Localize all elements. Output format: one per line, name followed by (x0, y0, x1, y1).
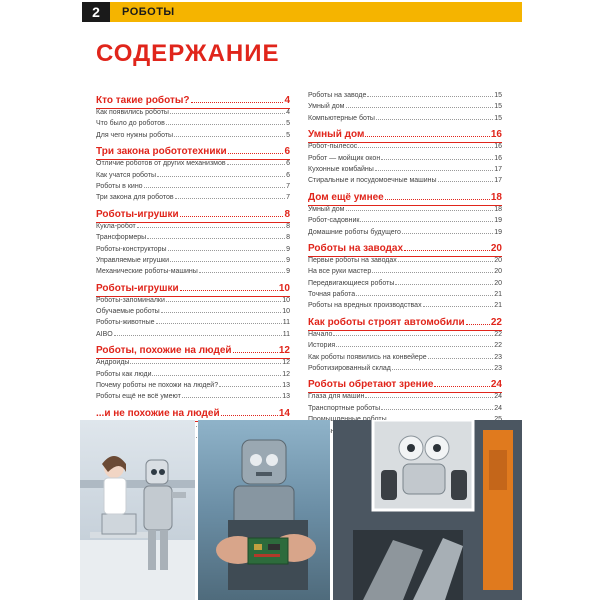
toc-leader-dots (398, 261, 493, 262)
toc-leader-dots (156, 323, 282, 324)
toc-page-number: 8 (286, 234, 290, 242)
toc-page-number: 16 (494, 143, 502, 151)
toc-leader-dots (438, 181, 494, 182)
toc-leader-dots (180, 216, 284, 217)
toc-entry-title: Почему роботы не похожи на людей? (96, 382, 219, 390)
toc-entry-title: Дом ещё умнее (308, 191, 384, 203)
toc-entry (308, 217, 502, 228)
toc-page-number: 14 (278, 407, 290, 419)
toc-leader-dots (381, 409, 493, 410)
toc-page-number: 4 (284, 95, 290, 106)
toc-section-entry (308, 243, 502, 257)
toc-page-number: 12 (282, 359, 290, 367)
toc-leader-dots (365, 397, 493, 398)
toc-page-number: 20 (494, 256, 502, 264)
toc-page-number: 21 (494, 302, 502, 310)
toc-section-entry (96, 95, 290, 109)
toc-page-number: 13 (282, 393, 290, 401)
toc-leader-dots (152, 375, 281, 376)
toc-page-number: 15 (494, 114, 502, 122)
toc-entry-title: Роботы-конструкторы (96, 245, 167, 253)
page-header (82, 2, 522, 22)
toc-page-number: 18 (490, 191, 502, 203)
toc-page-number: 9 (286, 245, 290, 253)
toc-entry (96, 371, 290, 382)
toc-page-number: 17 (494, 177, 502, 185)
toc-leader-dots (365, 136, 490, 137)
toc-entry (308, 115, 502, 126)
toc-page-number: 24 (494, 404, 502, 412)
toc-entry-title: Стиральные и посудомоечные машины (308, 177, 437, 185)
toc-entry-title: Роботы на заводах (308, 242, 404, 254)
toc-entry (96, 257, 290, 268)
toc-leader-dots (434, 386, 489, 387)
toc-entry (308, 342, 502, 353)
toc-leader-dots (180, 290, 278, 291)
toc-entry-title: Кто такие роботы? (96, 95, 190, 106)
toc-page-number: 8 (284, 208, 290, 220)
toc-entry-title: Роботы как люди (96, 370, 152, 378)
toc-entry-title: Умный дом (308, 129, 365, 141)
toc-page-number: 18 (494, 205, 502, 213)
toc-leader-dots (137, 227, 285, 228)
toc-entry-title: Компьютерные боты (308, 114, 375, 122)
toc-leader-dots (466, 324, 490, 325)
toc-page-number: 24 (494, 393, 502, 401)
toc-entry (96, 331, 290, 342)
toc-entry-title: Роботы, похожие на людей (96, 345, 232, 357)
toc-entry-title: Умный дом (308, 103, 345, 111)
toc-entry-title: Андроиды (96, 359, 130, 367)
toc-entry-title: Трансформеры (96, 234, 147, 242)
toc-leader-dots (144, 187, 286, 188)
toc-entry-title: Точная работа (308, 291, 356, 299)
toc-entry-title: Домашние роботы будущего (308, 228, 401, 236)
toc-entry (96, 223, 290, 234)
android-office-illustration (80, 420, 195, 600)
page-number: 2 (82, 2, 110, 22)
toc-leader-dots (376, 119, 493, 120)
toc-entry-title: Роботы-игрушки (96, 208, 179, 220)
toc-entry (96, 308, 290, 319)
toc-entry-title: Робот-пылесос (308, 143, 358, 151)
toc-entry (308, 92, 502, 103)
toc-entry-title: Роботы в кино (96, 182, 143, 190)
toc-entry-title: Обучаемые роботы (96, 308, 160, 316)
toc-leader-dots (219, 386, 281, 387)
toc-leader-dots (372, 272, 493, 273)
toc-entry-title: Как появились роботы (96, 109, 169, 116)
toc-leader-dots (161, 312, 282, 313)
toc-section-entry (308, 192, 502, 206)
toc-leader-dots (175, 198, 285, 199)
toc-page-number: 17 (494, 165, 502, 173)
toc-section-entry (308, 317, 502, 331)
toc-entry-title: Роботы на вредных производствах (308, 302, 422, 310)
toc-page-number: 22 (494, 330, 502, 338)
toc-leader-dots (168, 250, 286, 251)
toc-page-number: 15 (494, 92, 502, 99)
toc-leader-dots (360, 221, 493, 222)
toc-entry-title: Как роботы появились на конвейере (308, 353, 427, 361)
toc-entry-title: История (308, 342, 336, 350)
toc-page-number: 16 (494, 154, 502, 162)
toc-page-number: 7 (286, 194, 290, 202)
toc-entry-title: Глаза для машин (308, 393, 365, 401)
photo-android-office (80, 420, 195, 600)
toc-leader-dots (170, 113, 285, 114)
toc-entry (308, 257, 502, 268)
toc-page-number: 8 (286, 222, 290, 230)
toc-leader-dots (170, 261, 285, 262)
toc-leader-dots (356, 295, 493, 296)
toc-section-entry (96, 146, 290, 160)
toc-entry (96, 194, 290, 205)
toc-page-number: 20 (490, 242, 502, 254)
toc-entry-title: Начало (308, 330, 333, 338)
toc-entry-title: Транспортные роботы (308, 404, 381, 412)
toc-page-number: 4 (286, 109, 290, 116)
toc-page-number: 10 (282, 296, 290, 304)
toc-entry-title: Как роботы строят автомобили (308, 316, 465, 328)
toc-section-entry (96, 209, 290, 223)
toy-robot-circuit-illustration (198, 420, 330, 600)
toc-leader-dots (428, 358, 494, 359)
toc-entry-title: На все руки мастер (308, 268, 372, 276)
toc-page-number: 13 (282, 382, 290, 390)
toc-column-left (96, 92, 290, 445)
toc-entry (96, 319, 290, 330)
toc-entry-title: Три закона робототехники (96, 146, 227, 158)
toc-section-entry (308, 379, 502, 393)
toc-entry-title: Умный дом (308, 205, 345, 213)
toc-page-number: 23 (494, 353, 502, 361)
toc-entry (96, 297, 290, 308)
toc-entry (96, 109, 290, 120)
toc-entry (308, 177, 502, 188)
toc-entry (96, 120, 290, 131)
toc-entry-title: Для чего нужны роботы (96, 131, 174, 139)
toc-entry (308, 365, 502, 376)
toc-page-number: 11 (282, 319, 290, 327)
toc-entry-title: Роботы ещё не всё умеют (96, 393, 181, 401)
toc-entry (96, 234, 290, 245)
toc-entry (308, 393, 502, 404)
industrial-robots-illustration (333, 420, 522, 600)
toc-leader-dots (233, 352, 278, 353)
toc-entry (308, 268, 502, 279)
toc-entry-title: Роботы-животные (96, 319, 155, 327)
toc-page-number: 10 (282, 308, 290, 316)
toc-entry (96, 160, 290, 171)
toc-entry (308, 354, 502, 365)
toc-entry (96, 393, 290, 404)
photo-toy-robot-circuit (198, 420, 330, 600)
toc-entry (308, 331, 502, 342)
toc-page-number: 6 (286, 171, 290, 179)
section-title: РОБОТЫ (110, 2, 522, 22)
toc-section-entry (96, 283, 290, 297)
toc-entry-title: Механические роботы-машины (96, 268, 198, 276)
toc-section-entry (308, 129, 502, 143)
toc-leader-dots (367, 96, 493, 97)
toc-entry (308, 155, 502, 166)
toc-leader-dots (392, 369, 493, 370)
toc-entry (308, 229, 502, 240)
toc-entry-title: Роботы на заводе (308, 92, 367, 99)
toc-entry-title: AIBO (96, 330, 113, 338)
toc-page-number: 6 (284, 146, 290, 158)
toc-leader-dots (221, 415, 278, 416)
toc-leader-dots (130, 363, 281, 364)
toc-page-number: 9 (286, 256, 290, 264)
toc-entry (96, 172, 290, 183)
toc-leader-dots (157, 176, 285, 177)
toc-leader-dots (346, 107, 494, 108)
toc-page-number: 6 (286, 160, 290, 168)
toc-entry (96, 268, 290, 279)
toc-page-number: 5 (286, 131, 290, 139)
toc-leader-dots (385, 199, 490, 200)
toc-entry (308, 302, 502, 313)
toc-page-number: 16 (490, 129, 502, 141)
toc-page-number: 12 (278, 345, 290, 357)
toc-leader-dots (336, 346, 493, 347)
toc-leader-dots (199, 272, 285, 273)
toc-entry (308, 405, 502, 416)
toc-leader-dots (333, 335, 493, 336)
toc-page-number: 23 (494, 365, 502, 373)
toc-entry-title: Отличие роботов от других механизмов (96, 160, 226, 168)
toc-page-number: 19 (494, 228, 502, 236)
toc-page-number: 21 (494, 291, 502, 299)
toc-entry (96, 246, 290, 257)
toc-leader-dots (404, 250, 490, 251)
toc-page-number: 5 (286, 120, 290, 128)
page-title: СОДЕРЖАНИЕ (96, 40, 280, 67)
photo-industrial-robots (333, 420, 522, 600)
toc-leader-dots (423, 306, 494, 307)
toc-page-number: 19 (494, 217, 502, 225)
toc-leader-dots (174, 136, 285, 137)
toc-entry-title: Роботы-запоминалки (96, 296, 165, 304)
toc-leader-dots (182, 397, 281, 398)
toc-entry (96, 359, 290, 370)
toc-entry-title: ...и не похожие на людей (96, 407, 220, 419)
toc-entry (308, 280, 502, 291)
toc-entry-title: Кухонные комбайны (308, 165, 374, 173)
toc-leader-dots (346, 210, 494, 211)
toc-page-number: 22 (494, 342, 502, 350)
toc-page-number: 22 (490, 316, 502, 328)
toc-entry-title: Кукла-робот (96, 222, 136, 230)
toc-leader-dots (166, 301, 281, 302)
toc-leader-dots (395, 284, 493, 285)
toc-entry (96, 382, 290, 393)
toc-section-entry (96, 345, 290, 359)
toc-column-right (308, 92, 502, 439)
toc-entry-title: Первые роботы на заводах (308, 256, 397, 264)
toc-leader-dots (191, 102, 284, 103)
toc-page-number: 12 (282, 370, 290, 378)
toc-entry-title: Роботизированный склад (308, 365, 391, 373)
toc-entry-title: Три закона для роботов (96, 194, 174, 202)
toc-leader-dots (375, 170, 493, 171)
toc-page-number: 11 (282, 330, 290, 338)
toc-page-number: 7 (286, 182, 290, 190)
toc-entry-title: Передвигающиеся роботы (308, 279, 395, 287)
toc-entry-title: Роботы обретают зрение (308, 379, 434, 391)
toc-leader-dots (114, 335, 282, 336)
toc-page-number: 24 (490, 379, 502, 391)
toc-leader-dots (402, 233, 493, 234)
toc-entry-title: Управляемые игрушки (96, 256, 170, 264)
toc-entry-title: Робот — мойщик окон (308, 154, 381, 162)
toc-leader-dots (147, 238, 285, 239)
toc-page-number: 9 (286, 268, 290, 276)
toc-page-number: 20 (494, 268, 502, 276)
toc-leader-dots (228, 153, 284, 154)
toc-entry (308, 206, 502, 217)
toc-entry-title: Робот-садовник (308, 217, 360, 225)
toc-page-number: 10 (278, 282, 290, 294)
toc-entry-title: Как учатся роботы (96, 171, 156, 179)
toc-page-number: 20 (494, 279, 502, 287)
toc-entry (308, 143, 502, 154)
toc-entry (308, 103, 502, 114)
toc-entry-title: Роботы-игрушки (96, 282, 179, 294)
toc-leader-dots (227, 164, 286, 165)
toc-entry (96, 183, 290, 194)
toc-entry-title: Что было до роботов (96, 120, 165, 128)
toc-entry (308, 291, 502, 302)
toc-leader-dots (381, 159, 493, 160)
toc-leader-dots (166, 124, 285, 125)
toc-leader-dots (358, 147, 493, 148)
photo-strip (80, 420, 522, 600)
toc-page-number: 15 (494, 103, 502, 111)
toc-entry (96, 132, 290, 143)
toc-entry (308, 166, 502, 177)
